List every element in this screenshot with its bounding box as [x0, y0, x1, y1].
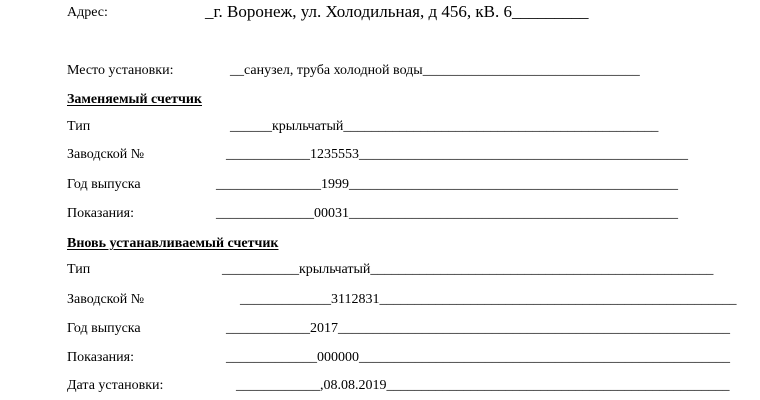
new-type-value: ___________крыльчатый_________________________________________________: [222, 262, 714, 277]
install-place-value: __санузел, труба холодной воды_______________________________: [230, 63, 640, 78]
replaced-year-label: Год выпуска: [67, 177, 141, 192]
replaced-year-value: _______________1999_______________________________________________: [216, 177, 678, 192]
new-install-date-label: Дата установки:: [67, 378, 164, 393]
replaced-type-label: Тип: [67, 119, 91, 134]
replaced-reading-label: Показания:: [67, 206, 134, 221]
new-year-value: ____________2017________________________________________________________: [226, 321, 730, 336]
new-serial-value: _____________3112831___________________________________________________: [240, 292, 737, 307]
new-type-label: Тип: [67, 262, 91, 277]
new-serial-label: Заводской №: [67, 292, 145, 307]
replaced-meter-heading: Заменяемый счетчик: [67, 92, 202, 107]
new-year-label: Год выпуска: [67, 321, 141, 336]
replaced-serial-label: Заводской №: [67, 147, 145, 162]
new-reading-label: Показания:: [67, 350, 134, 365]
new-install-date-value: ____________,08.08.2019_________________________________________________: [236, 378, 730, 393]
new-reading-value: _____________000000_____________________________________________________: [226, 350, 730, 365]
install-place-label: Место установки:: [67, 63, 174, 78]
replaced-reading-value: ______________00031_______________________________________________: [216, 206, 678, 221]
address-value: _г. Воронеж, ул. Холодильная, д 456, кВ. 6_________: [205, 2, 589, 21]
new-meter-heading: Вновь устанавливаемый счетчик: [67, 236, 279, 251]
replaced-serial-value: ____________1235553_______________________________________________: [226, 147, 688, 162]
replaced-type-value: ______крыльчатый_____________________________________________: [230, 119, 659, 134]
address-label: Адрес:: [67, 5, 108, 20]
